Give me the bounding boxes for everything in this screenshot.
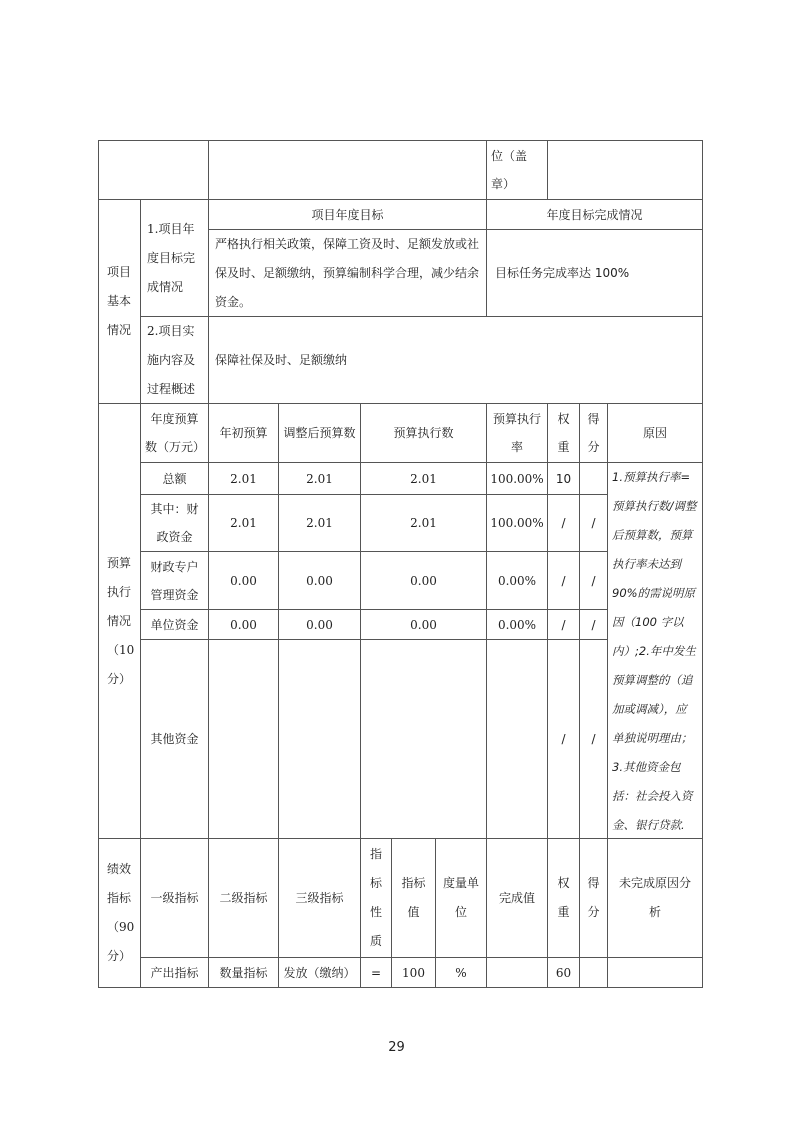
perf-cell-value: 100 [391,957,436,988]
unit-seal-field[interactable] [547,140,703,200]
budget-cell-adjusted: 2.01 [278,494,361,552]
impl-text: 保障社保及时、足额缴纳 [208,316,703,404]
budget-cell-weight: / [547,494,580,552]
budget-cell-initial [208,639,279,839]
budget-cell-rate: 0.00% [486,551,548,610]
perf-cell-score [579,957,608,988]
budget-header-rate: 预算执行率 [486,403,548,463]
budget-cell-adjusted: 2.01 [278,462,361,495]
perf-header-score: 得分 [579,838,608,958]
budget-cell-initial: 0.00 [208,609,279,640]
header-blank-left [98,140,209,200]
perf-header-done: 完成值 [486,838,548,958]
perf-header-level3: 三级指标 [278,838,361,958]
budget-cell-name: 其中：财政资金 [140,494,209,552]
budget-cell-rate: 100.00% [486,462,548,495]
perf-cell-l3: 发放（缴纳） [278,957,361,988]
page-number: 29 [388,1040,405,1055]
budget-header-weight: 权重 [547,403,580,463]
unit-seal-label: 位（盖章） [486,140,548,200]
budget-header-executed: 预算执行数 [360,403,487,463]
budget-cell-adjusted [278,639,361,839]
perf-cell-done [486,957,548,988]
budget-header-reason: 原因 [607,403,703,463]
budget-cell-weight: / [547,639,580,839]
perf-header-reason: 未完成原因分析 [607,838,703,958]
perf-header-level1: 一级指标 [140,838,209,958]
budget-cell-adjusted: 0.00 [278,551,361,610]
budget-cell-name: 单位资金 [140,609,209,640]
budget-cell-name: 财政专户管理资金 [140,551,209,610]
budget-header-name: 年度预算数（万元） [140,403,209,463]
goal-text: 严格执行相关政策，保障工资及时、足额发放或社保及时、足额缴纳，预算编制科学合理，减少结余资金。 [208,229,487,317]
budget-cell-weight: 10 [547,462,580,495]
budget-section-label: 预算执行情况（10分） [98,403,141,839]
budget-header-adjusted: 调整后预算数 [278,403,361,463]
budget-cell-initial: 0.00 [208,551,279,610]
budget-cell-adjusted: 0.00 [278,609,361,640]
goal-header: 项目年度目标 [208,199,487,230]
budget-cell-executed: 0.00 [360,551,487,610]
budget-cell-score: / [579,639,608,839]
basic-section-label: 项目基本情况 [98,199,141,404]
budget-reason-note: 1.预算执行率=预算执行数/调整后预算数，预算执行率未达到 90%的需说明原因（100 字以内）;2.年中发生预算调整的（追加或调减），应单独说明理由；3.其他资金包括：社会投入资金、银行贷款. [607,462,703,839]
budget-cell-name: 总额 [140,462,209,495]
perf-header-level2: 二级指标 [208,838,279,958]
budget-cell-executed [360,639,487,839]
budget-cell-initial: 2.01 [208,462,279,495]
header-blank-mid [208,140,487,200]
budget-cell-score: / [579,494,608,552]
perf-cell-l2: 数量指标 [208,957,279,988]
budget-cell-weight: / [547,551,580,610]
perf-cell-weight: 60 [547,957,580,988]
perf-cell-nature: = [360,957,392,988]
perf-header-value: 指标值 [391,838,436,958]
budget-cell-initial: 2.01 [208,494,279,552]
perf-cell-unit: % [435,957,487,988]
budget-cell-score [579,462,608,495]
budget-header-score: 得分 [579,403,608,463]
budget-cell-weight: / [547,609,580,640]
perf-header-nature: 指标性质 [360,838,392,958]
budget-cell-score: / [579,609,608,640]
budget-cell-executed: 2.01 [360,494,487,552]
budget-cell-rate [486,639,548,839]
goal-label: 1.项目年度目标完成情况 [140,199,209,317]
budget-cell-rate: 0.00% [486,609,548,640]
budget-cell-rate: 100.00% [486,494,548,552]
budget-cell-name: 其他资金 [140,639,209,839]
completion-text: 目标任务完成率达 100% [486,229,703,317]
budget-cell-executed: 2.01 [360,462,487,495]
budget-cell-executed: 0.00 [360,609,487,640]
perf-section-label: 绩效指标（90分） [98,838,141,988]
budget-cell-score: / [579,551,608,610]
perf-cell-reason [607,957,703,988]
perf-header-unit: 度量单位 [435,838,487,958]
perf-cell-l1: 产出指标 [140,957,209,988]
completion-header: 年度目标完成情况 [486,199,703,230]
impl-label: 2.项目实施内容及过程概述 [140,316,209,404]
budget-header-initial: 年初预算 [208,403,279,463]
perf-header-weight: 权重 [547,838,580,958]
